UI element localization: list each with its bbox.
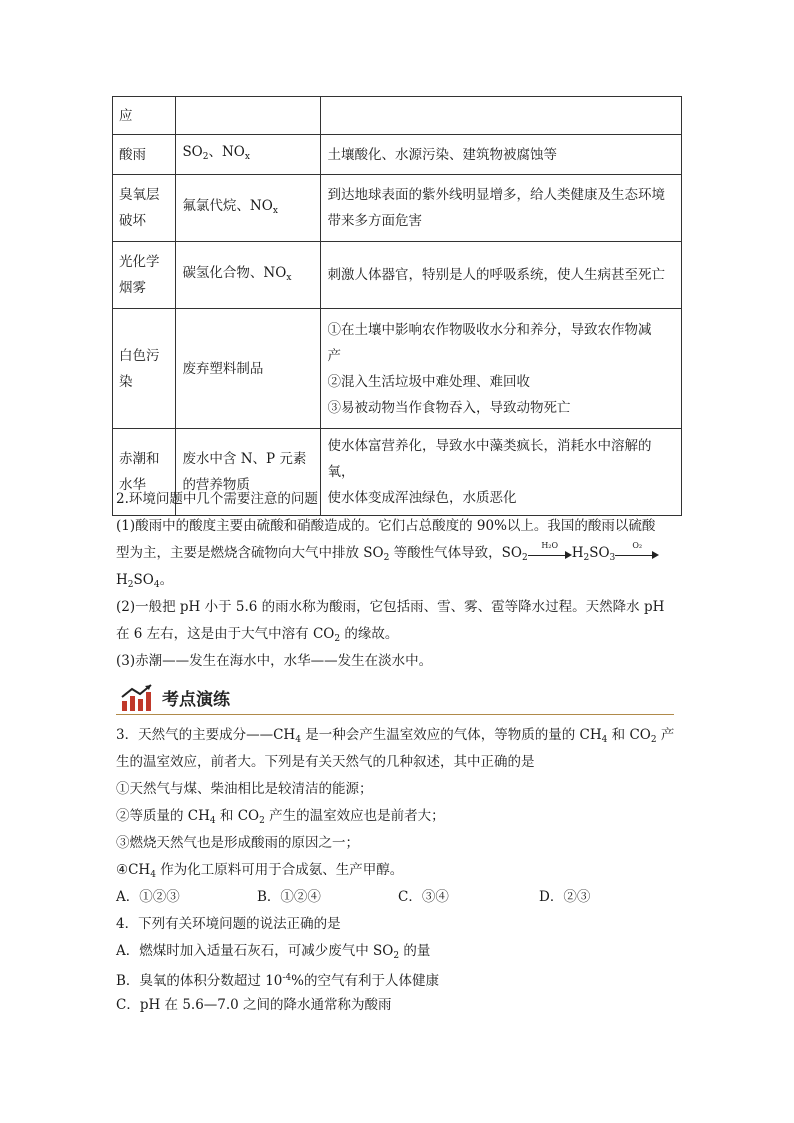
- reaction-arrow: H₂O: [528, 547, 572, 561]
- answer-options: [116, 884, 682, 911]
- issue-cell: 光化学 烟雾: [113, 242, 176, 309]
- issue-cell: 酸雨: [113, 135, 176, 175]
- harm-cell: ①在土壤中影响农作物吸收水分和养分，导致农作物减 产 ②混入生活垃圾中难处理、难回收 ③易被动物当作食物吞入，导致动物死亡: [321, 309, 682, 429]
- option-c: C．③④: [398, 889, 449, 905]
- note-paragraph: (2)一般把 pH 小于 5.6 的雨水称为酸雨，它包括雨、雪、雾、雹等降水过程。天然降水 pH: [116, 599, 665, 615]
- note-paragraph: (3)赤潮——发生在海水中，水华——发生在淡水中。: [116, 653, 433, 669]
- cause-cell: [176, 97, 321, 135]
- note-paragraph: 型为主，主要是燃烧含硫物向大气中排放 $SO_2$ 等酸性气体导致，$SO_2$ H₂O $H_2SO_3$ O₂: [116, 540, 682, 567]
- issue-cell: 赤潮和 水华: [113, 429, 176, 516]
- issue-cell: 臭氧层 破坏: [113, 175, 176, 242]
- cause-cell: $SO_2$、$NO_x$: [176, 135, 321, 175]
- cause-cell: 废水中含 N、P 元素 的营养物质: [176, 429, 321, 516]
- section-divider: [116, 714, 674, 715]
- table-row: [113, 242, 682, 309]
- table-row: [113, 97, 682, 135]
- issue-cell: 应: [113, 97, 176, 135]
- section-title: 考点演练: [162, 690, 230, 710]
- harm-cell: 到达地球表面的紫外线明显增多，给人类健康及生态环境 带来多方面危害: [321, 175, 682, 242]
- question-stem: 生的温室效应，前者大。下列是有关天然气的几种叙述，其中正确的是: [116, 754, 535, 770]
- statement: ①天然气与煤、柴油相比是较清洁的能源；: [116, 781, 373, 797]
- note-paragraph: 在 6 左右，这是由于大气中溶有 $CO_2$ 的缘故。: [116, 626, 399, 644]
- harm-cell: 使水体富营养化，导致水中藻类疯长，消耗水中溶解的氧， 使水体变成浑浊绿色，水质恶化: [321, 429, 682, 516]
- cause-cell: 废弃塑料制品: [176, 309, 321, 429]
- reaction-arrow: O₂: [615, 547, 659, 561]
- notes-section: [116, 486, 682, 675]
- table-row: [113, 135, 682, 175]
- option-a: A．燃煤时加入适量石灰石，可减少废气中 $SO_2$ 的量: [116, 943, 431, 961]
- harm-cell: [321, 97, 682, 135]
- notes-heading: 2.环境问题中几个需要注意的问题: [116, 491, 318, 507]
- statement: $④CH_4$ 作为化工原料可用于合成氨、生产甲醇。: [116, 862, 404, 880]
- option-b: B．臭氧的体积分数超过 $10^{-4}\%$的空气有利于人体健康: [116, 973, 439, 989]
- statement: ③燃烧天然气也是形成酸雨的原因之一；: [116, 835, 359, 851]
- note-paragraph: (1)酸雨中的酸度主要由硫酸和硝酸造成的。它们占总酸度的 90%以上。我国的酸雨以硫酸: [116, 518, 656, 534]
- note-paragraph: $H_2SO_4$。: [116, 572, 174, 590]
- environment-problems-table: [112, 96, 682, 516]
- issue-cell: 白色污 染: [113, 309, 176, 429]
- question-4: [116, 911, 682, 1019]
- option-b: B．①②④: [257, 889, 321, 905]
- question-3: [116, 722, 682, 911]
- question-stem: 4．下列有关环境问题的说法正确的是: [116, 916, 341, 932]
- option-d: D．②③: [539, 889, 591, 905]
- question-stem: 3．天然气的主要成分$——CH_4$ 是一种会产生温室效应的气体，等物质的量的 $CH_4$ 和 $CO_2$ 产: [116, 727, 675, 745]
- cause-cell: 氟氯代烷、$NO_x$: [176, 175, 321, 242]
- cause-cell: 碳氢化合物、$NO_x$: [176, 242, 321, 309]
- section-header: [116, 681, 674, 715]
- table-row: [113, 309, 682, 429]
- table-row: [113, 175, 682, 242]
- option-c: C．pH 在 5.6—7.0 之间的降水通常称为酸雨: [116, 997, 392, 1013]
- statement: ②等质量的 $CH_4$ 和 $CO_2$ 产生的温室效应也是前者大；: [116, 808, 445, 826]
- harm-cell: 土壤酸化、水源污染、建筑物被腐蚀等: [321, 135, 682, 175]
- harm-cell: 刺激人体器官，特别是人的呼吸系统，使人生病甚至死亡: [321, 242, 682, 309]
- trend-chart-icon: [120, 683, 154, 713]
- option-a: A．①②③: [116, 889, 180, 905]
